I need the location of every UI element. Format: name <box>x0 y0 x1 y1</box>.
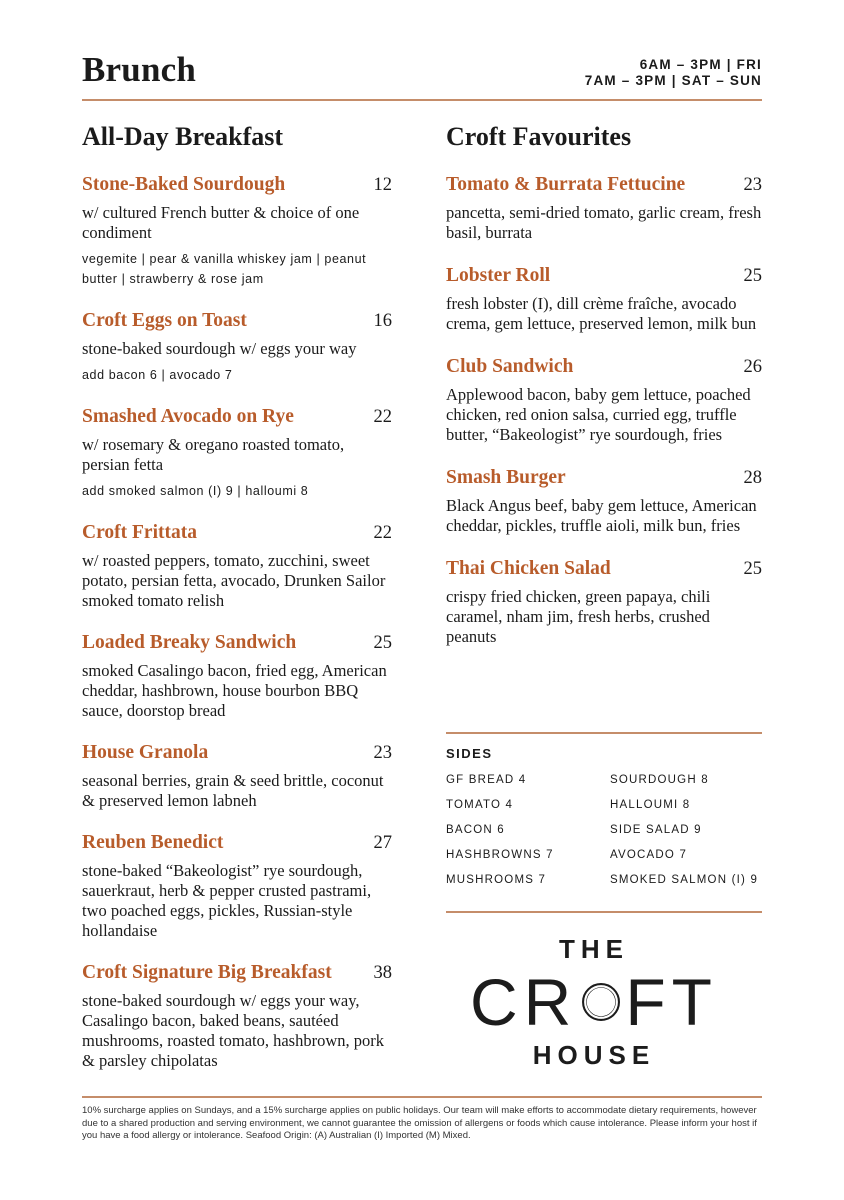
menu-item-name: Thai Chicken Salad <box>446 558 611 579</box>
menu-item-price: 25 <box>743 266 762 286</box>
menu-item-price: 22 <box>373 523 392 543</box>
favourites-item-list <box>446 173 762 647</box>
menu-item-price: 12 <box>373 175 392 195</box>
menu-item-name: Lobster Roll <box>446 265 551 286</box>
menu-item <box>446 173 762 243</box>
menu-item-price: 16 <box>373 311 392 331</box>
breakfast-item-list <box>82 173 392 1071</box>
opening-hours <box>585 57 762 89</box>
side-item: GF BREAD 4 <box>446 774 527 786</box>
menu-item-description: Applewood bacon, baby gem lettuce, poached chicken, red onion salsa, curried egg, truffle butter, “Bakeologist” rye sourdough, fries <box>446 385 751 444</box>
side-item: MUSHROOMS 7 <box>446 874 547 886</box>
menu-item-name: House Granola <box>82 742 209 763</box>
menu-item-header <box>446 173 762 197</box>
menu-item-price: 22 <box>373 407 392 427</box>
croft-favourites-column <box>446 121 762 668</box>
menu-item <box>82 521 392 611</box>
menu-item-header <box>446 466 762 490</box>
menu-item-header <box>82 521 392 545</box>
menu-item-description: stone-baked “Bakeologist” rye sourdough, sauerkraut, herb & pepper crusted pastrami, two poached eggs, pickles, Russian-style hollandaise <box>82 861 372 940</box>
sides-bottom-divider <box>446 911 762 913</box>
menu-item-name: Loaded Breaky Sandwich <box>82 632 297 653</box>
all-day-breakfast-column <box>82 121 392 1091</box>
section-heading-favourites: Croft Favourites <box>446 122 632 151</box>
menu-item-description: stone-baked sourdough w/ eggs your way <box>82 339 357 358</box>
menu-item <box>82 741 392 811</box>
menu-item-name: Croft Eggs on Toast <box>82 310 247 331</box>
side-item: HALLOUMI 8 <box>610 799 691 811</box>
side-item: HASHBROWNS 7 <box>446 849 554 861</box>
header-divider <box>82 99 762 101</box>
menu-item-price: 28 <box>743 468 762 488</box>
logo-house: HOUSE <box>532 1040 656 1070</box>
menu-item-price: 23 <box>373 743 392 763</box>
menu-item-description: seasonal berries, grain & seed brittle, coconut & preserved lemon labneh <box>82 771 384 810</box>
menu-item-name: Club Sandwich <box>446 356 574 377</box>
side-item: SIDE SALAD 9 <box>610 824 702 836</box>
menu-item-addons: vegemite | pear & vanilla whiskey jam | peanut butter | strawberry & rose jam <box>82 252 367 286</box>
sides-top-divider <box>446 732 762 734</box>
side-item: BACON 6 <box>446 824 505 836</box>
menu-item-description: crispy fried chicken, green papaya, chili caramel, nham jim, fresh herbs, crushed peanuts <box>446 587 711 646</box>
menu-item-addons: add smoked salmon (I) 9 | halloumi 8 <box>82 484 309 498</box>
side-item: AVOCADO 7 <box>610 849 688 861</box>
menu-item <box>82 831 392 941</box>
menu-item <box>82 961 392 1071</box>
sides-grid <box>446 772 762 888</box>
sides-title: SIDES <box>446 746 493 761</box>
menu-item-price: 25 <box>373 633 392 653</box>
menu-item-header <box>446 557 762 581</box>
menu-item-price: 25 <box>743 559 762 579</box>
menu-item-price: 38 <box>373 963 392 983</box>
menu-item <box>446 557 762 647</box>
menu-item-header <box>446 355 762 379</box>
menu-item <box>82 631 392 721</box>
menu-item-header <box>82 631 392 655</box>
menu-item <box>82 405 392 501</box>
logo-croft <box>470 965 718 1039</box>
menu-item-header <box>82 309 392 333</box>
menu-item-description: Black Angus beef, baby gem lettuce, American cheddar, pickles, truffle aioli, milk bun, fries <box>446 496 757 535</box>
menu-item-name: Smash Burger <box>446 467 566 488</box>
footer-divider <box>82 1096 762 1098</box>
menu-item-description: fresh lobster (I), dill crème fraîche, avocado crema, gem lettuce, preserved lemon, milk bun <box>446 294 757 333</box>
hours-line-weekend: 7AM – 3PM | SAT – SUN <box>584 73 762 88</box>
menu-item-header <box>82 831 392 855</box>
menu-item <box>82 173 392 289</box>
menu-item-price: 23 <box>743 175 762 195</box>
menu-item-name: Stone-Baked Sourdough <box>82 174 286 195</box>
menu-item-header <box>82 741 392 765</box>
hours-line-fri: 6AM – 3PM | FRI <box>639 57 762 72</box>
menu-item-description: stone-baked sourdough w/ eggs your way, Casalingo bacon, baked beans, sautéed mushrooms, roasted tomato, hashbrown, pork & parsley chipolatas <box>82 991 385 1070</box>
side-item: TOMATO 4 <box>446 799 514 811</box>
menu-item-name: Tomato & Burrata Fettucine <box>446 174 686 195</box>
croft-house-logo <box>470 933 718 1071</box>
menu-item-name: Croft Signature Big Breakfast <box>82 962 332 983</box>
menu-item-price: 26 <box>743 357 762 377</box>
menu-item-header <box>446 264 762 288</box>
menu-item <box>446 355 762 445</box>
side-item: SOURDOUGH 8 <box>610 774 709 786</box>
footer-disclaimer: 10% surcharge applies on Sundays, and a 15% surcharge applies on public holidays. Our team will make efforts to accommodate dietary requirements, however due to a shared production and serving environment, we cannot guarantee the omission of allergens or foods which cause intolerance. Please inform your host if you have a food allergy or intolerance. Seafood Origin: (A) Australian (I) Imported (M) Mixed. <box>82 1105 757 1141</box>
logo-ring-icon <box>581 973 621 1031</box>
menu-item <box>446 466 762 536</box>
menu-item-description: pancetta, semi-dried tomato, garlic cream, fresh basil, burrata <box>446 203 762 242</box>
menu-item-header <box>82 961 392 985</box>
logo-letters-left: CR <box>470 965 578 1039</box>
page-title: Brunch <box>82 50 197 89</box>
sides-section <box>446 746 762 888</box>
menu-item-name: Reuben Benedict <box>82 832 224 853</box>
menu-item-addons: add bacon 6 | avocado 7 <box>82 368 233 382</box>
menu-item-header <box>82 405 392 429</box>
menu-item <box>446 264 762 334</box>
menu-item-header <box>82 173 392 197</box>
menu-item <box>82 309 392 385</box>
menu-item-description: w/ rosemary & oregano roasted tomato, persian fetta <box>82 435 345 474</box>
logo-the: THE <box>559 934 629 964</box>
side-item: SMOKED SALMON (I) 9 <box>610 874 759 886</box>
menu-item-name: Smashed Avocado on Rye <box>82 406 294 427</box>
logo-letters-right: FT <box>625 965 718 1039</box>
menu-item-description: w/ roasted peppers, tomato, zucchini, sweet potato, persian fetta, avocado, Drunken Sailor smoked tomato relish <box>82 551 386 610</box>
section-heading-breakfast: All-Day Breakfast <box>82 122 284 151</box>
menu-item-description: w/ cultured French butter & choice of one condiment <box>82 203 360 242</box>
menu-item-name: Croft Frittata <box>82 522 197 543</box>
menu-item-price: 27 <box>373 833 392 853</box>
menu-item-description: smoked Casalingo bacon, fried egg, American cheddar, hashbrown, house bourbon BBQ sauce, doorstop bread <box>82 661 387 720</box>
